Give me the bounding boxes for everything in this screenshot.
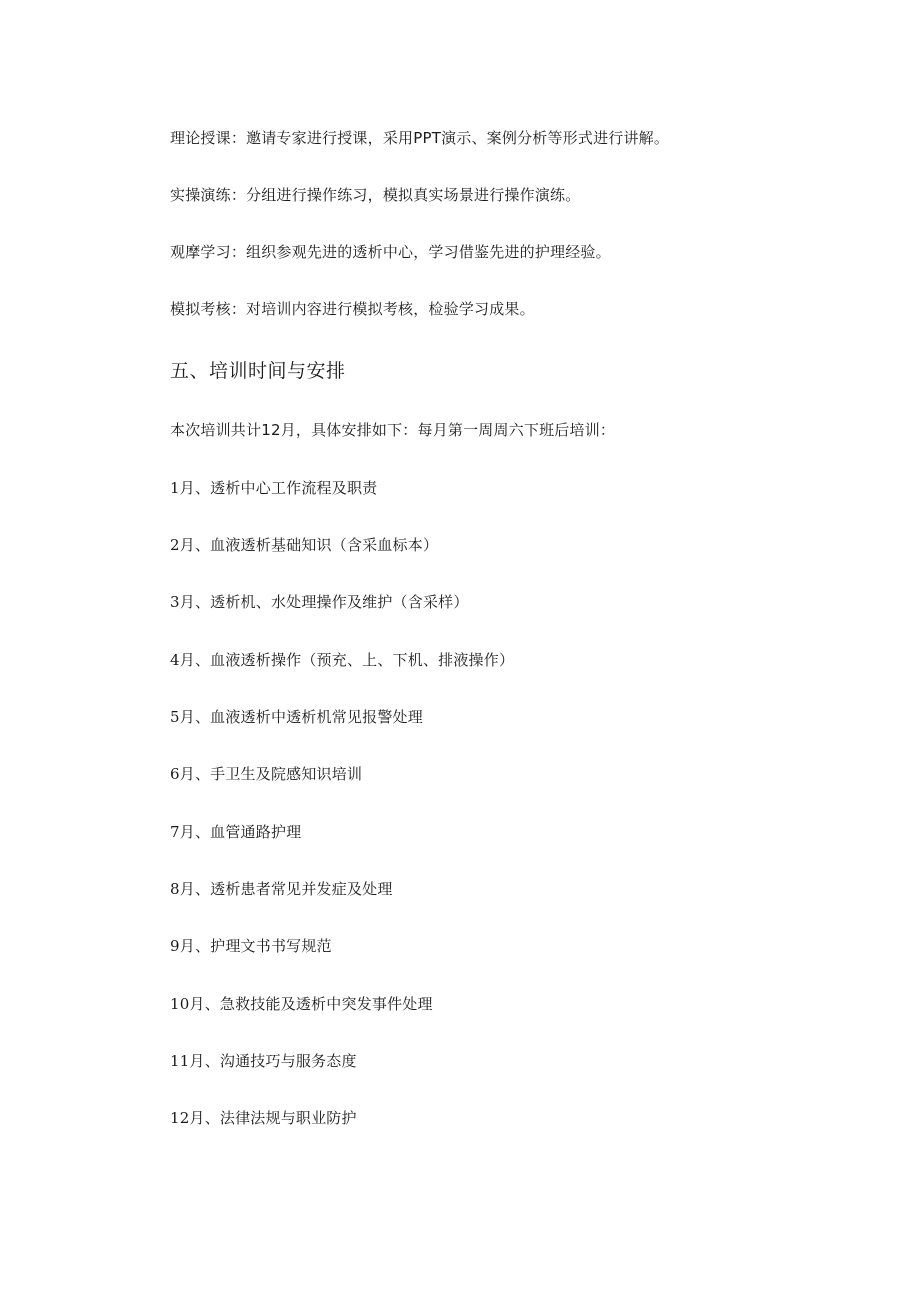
schedule-item-11: 11月、沟通技巧与服务态度 (170, 1052, 357, 1070)
schedule-topic: 手卫生及院感知识培训 (210, 765, 363, 783)
method-line-theory: 理论授课：邀请专家进行授课，采用PPT演示、案例分析等形式进行讲解。 (170, 129, 670, 147)
method-line-assessment: 模拟考核：对培训内容进行模拟考核，检验学习成果。 (170, 300, 535, 318)
method-label: 模拟考核 (170, 300, 231, 318)
section-heading: 五、培训时间与安排 (170, 360, 346, 382)
schedule-item-5: 5月、血液透析中透析机常见报警处理 (170, 708, 423, 726)
method-label: 实操演练 (170, 186, 231, 204)
method-text: 邀请专家进行授课，采用PPT演示、案例分析等形式进行讲解。 (246, 129, 670, 147)
schedule-topic: 法律法规与职业防护 (219, 1109, 357, 1127)
method-text: 组织参观先进的透析中心，学习借鉴先进的护理经验。 (246, 243, 611, 261)
method-text: 分组进行操作练习，模拟真实场景进行操作演练。 (246, 186, 581, 204)
schedule-month: 3月 (170, 593, 195, 611)
method-line-practice: 实操演练：分组进行操作练习，模拟真实场景进行操作演练。 (170, 186, 581, 204)
schedule-topic: 透析机、水处理操作及维护（含采样） (210, 593, 469, 611)
schedule-item-1: 1月、透析中心工作流程及职责 (170, 479, 378, 497)
method-label: 观摩学习 (170, 243, 231, 261)
schedule-month: 2月 (170, 536, 195, 554)
schedule-month: 4月 (170, 651, 195, 669)
schedule-item-6: 6月、手卫生及院感知识培训 (170, 765, 363, 783)
section-intro: 本次培训共计12月，具体安排如下：每月第一周周六下班后培训： (170, 421, 616, 439)
schedule-month: 9月 (170, 937, 195, 955)
schedule-topic: 透析患者常见并发症及处理 (210, 880, 393, 898)
schedule-topic: 血液透析基础知识（含采血标本） (210, 536, 439, 554)
schedule-item-10: 10月、急救技能及透析中突发事件处理 (170, 995, 433, 1013)
schedule-item-9: 9月、护理文书书写规范 (170, 937, 332, 955)
schedule-topic: 血液透析操作（预充、上、下机、排液操作） (210, 651, 515, 669)
method-label: 理论授课 (170, 129, 231, 147)
schedule-month: 7月 (170, 823, 195, 841)
schedule-topic: 护理文书书写规范 (210, 937, 332, 955)
schedule-month: 8月 (170, 880, 195, 898)
schedule-month: 10月 (170, 995, 205, 1013)
schedule-item-2: 2月、血液透析基础知识（含采血标本） (170, 536, 439, 554)
schedule-item-4: 4月、血液透析操作（预充、上、下机、排液操作） (170, 651, 515, 669)
schedule-topic: 透析中心工作流程及职责 (210, 479, 378, 497)
method-line-observation: 观摩学习：组织参观先进的透析中心，学习借鉴先进的护理经验。 (170, 243, 611, 261)
schedule-topic: 血管通路护理 (210, 823, 302, 841)
schedule-item-8: 8月、透析患者常见并发症及处理 (170, 880, 393, 898)
schedule-month: 6月 (170, 765, 195, 783)
method-text: 对培训内容进行模拟考核，检验学习成果。 (246, 300, 535, 318)
schedule-item-12: 12月、法律法规与职业防护 (170, 1109, 357, 1127)
schedule-month: 1月 (170, 479, 195, 497)
schedule-item-7: 7月、血管通路护理 (170, 823, 302, 841)
schedule-month: 5月 (170, 708, 195, 726)
schedule-topic: 急救技能及透析中突发事件处理 (219, 995, 433, 1013)
schedule-topic: 血液透析中透析机常见报警处理 (210, 708, 423, 726)
schedule-month: 12月 (170, 1109, 205, 1127)
schedule-item-3: 3月、透析机、水处理操作及维护（含采样） (170, 593, 469, 611)
schedule-month: 11月 (170, 1052, 205, 1070)
schedule-topic: 沟通技巧与服务态度 (219, 1052, 357, 1070)
